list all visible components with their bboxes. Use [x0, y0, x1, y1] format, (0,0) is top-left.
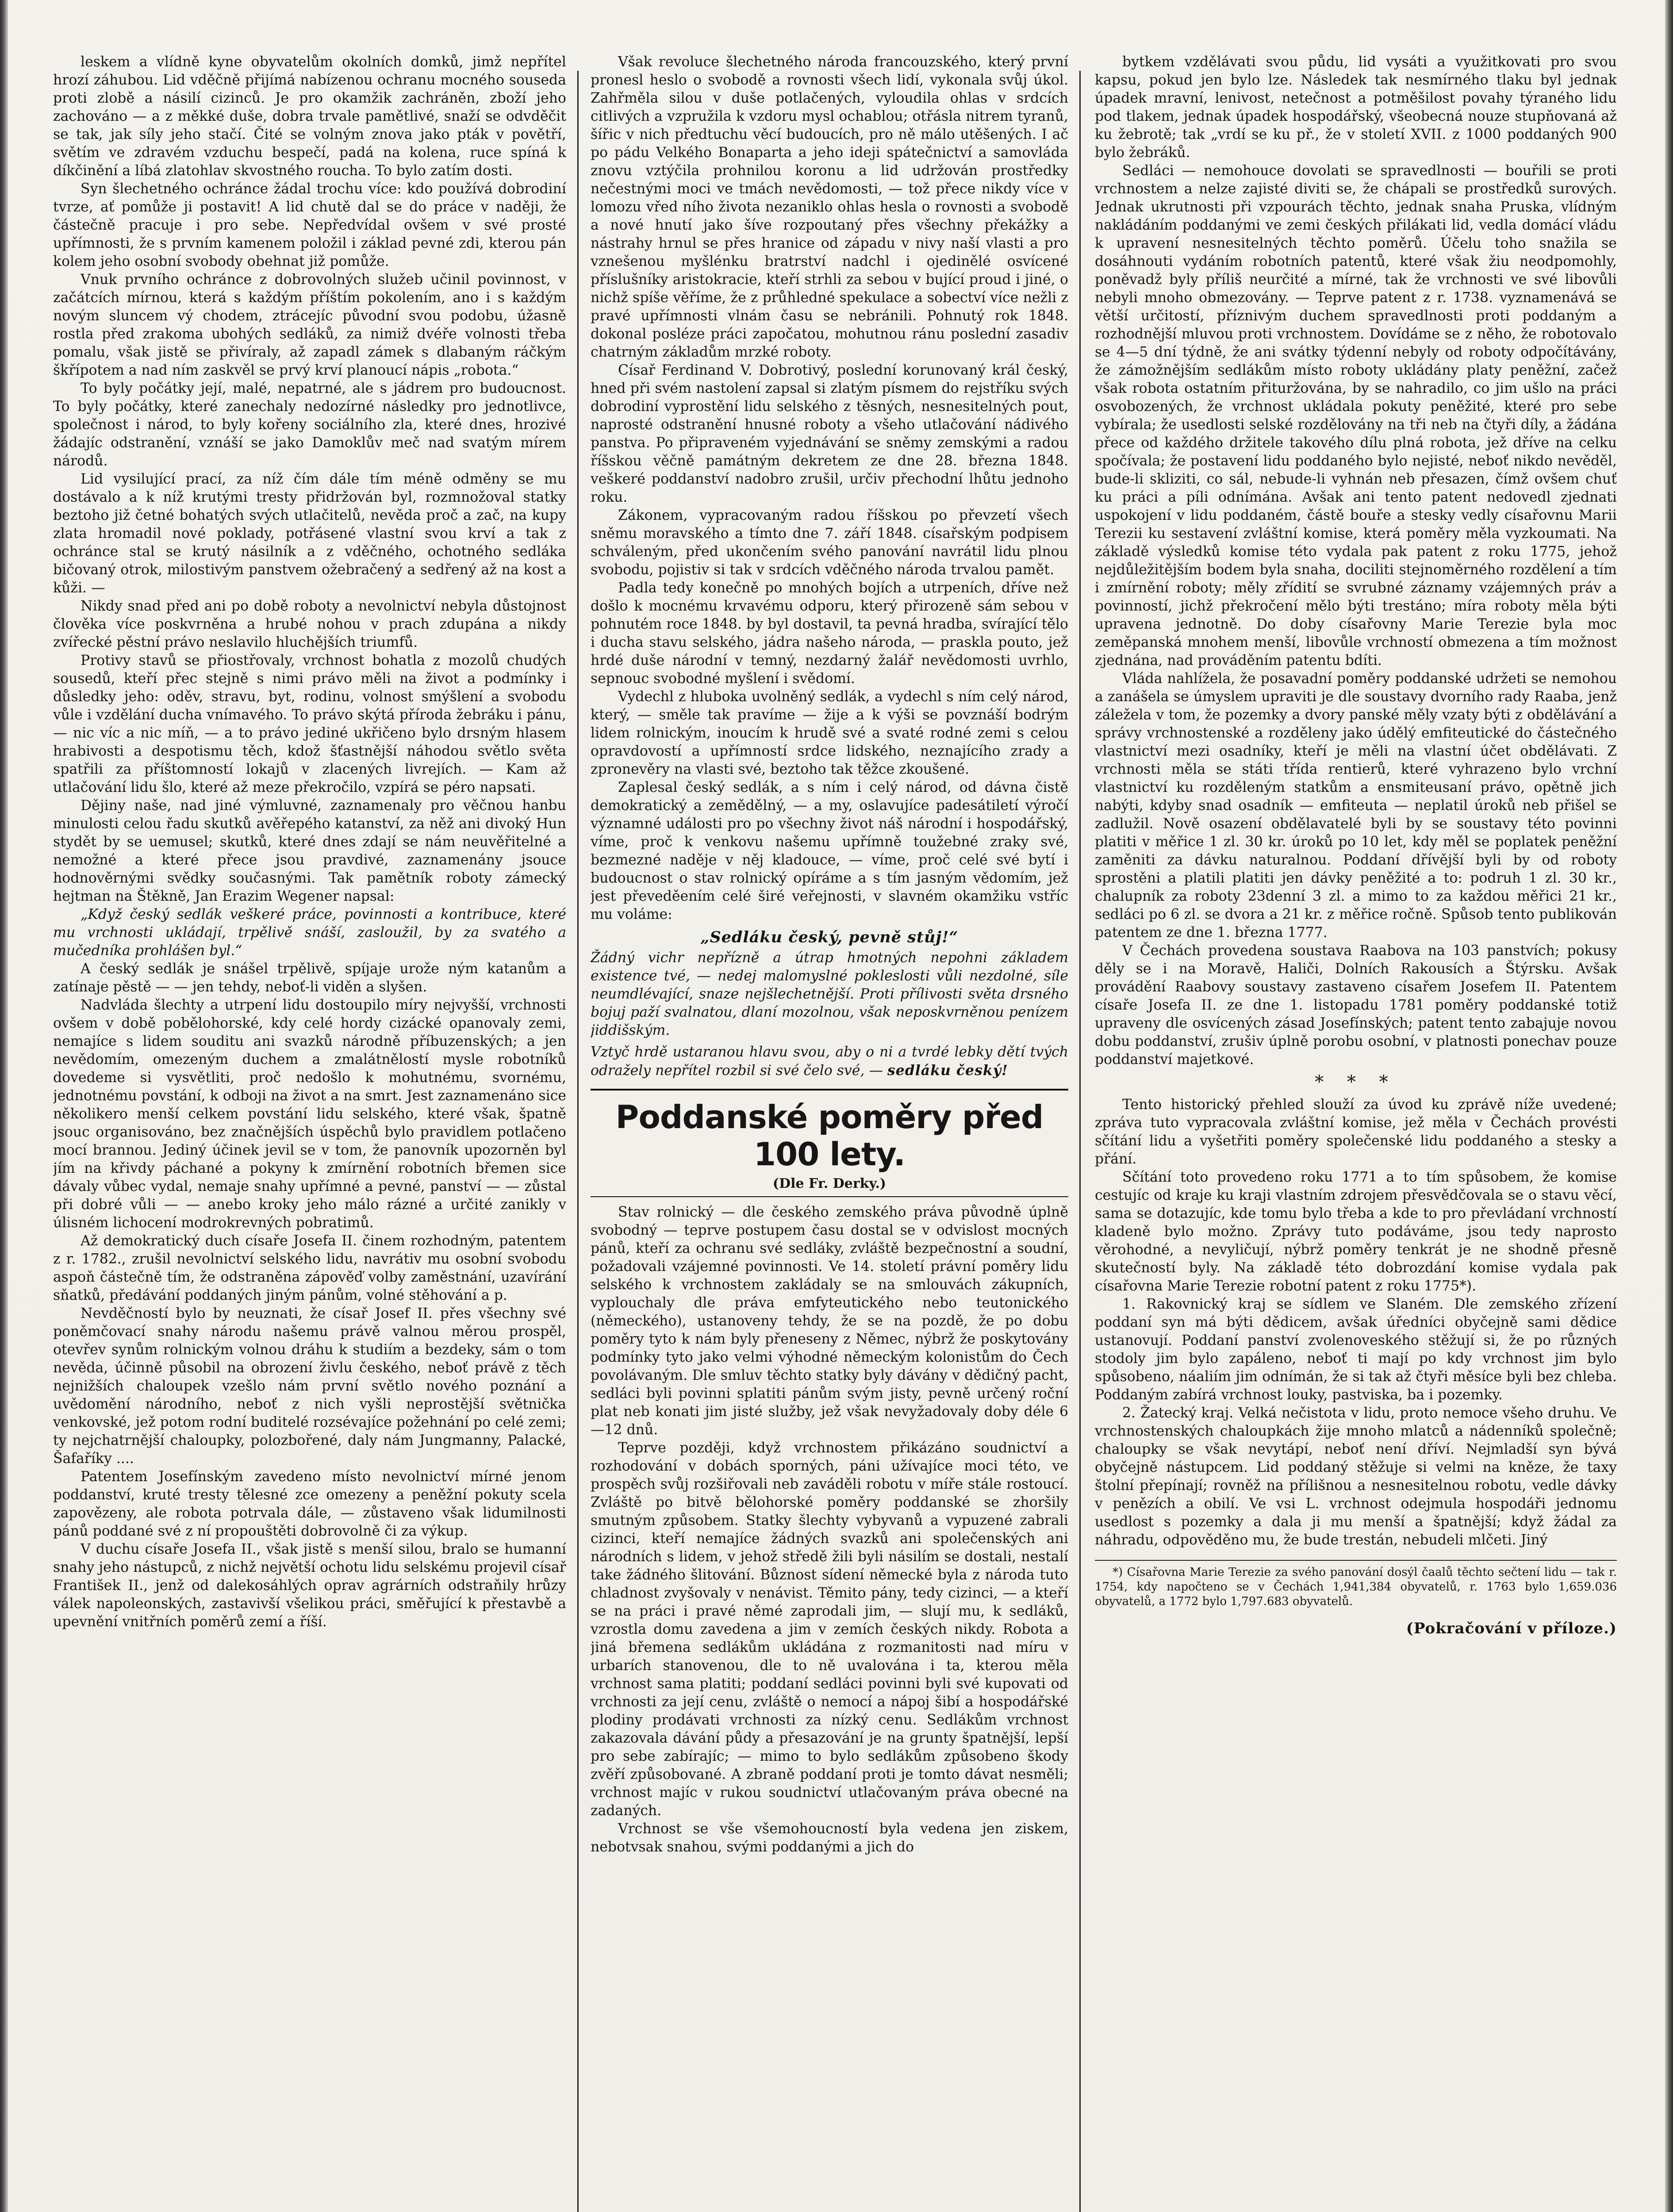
paragraph: Protivy stavů se přiostřovaly, vrchnost bohatla z mozolů chudých sousedů, kteří přec stejně s nimi právo měli na život a podmínky i důsledky jeho: oděv, stravu, byt, rodinu, volnost smýšlení a svobodu vůle i vzdělání ducha vnímavého. To právo skýtá příroda žebráku i pánu, — nic víc a nic míň, — a to právo jediné ukřičeno bylo drsným hlasem hrabivosti a despotismu těch, kdož šťastnější náhodou světlo světa spatřili za příštomností lokajů v zlacených livrejích. — Kam až utlačování lidu šlo, které až meze překročilo, vzpírá se péro napsati. — [53, 653, 566, 795]
paragraph: Patentem Josefínským zavedeno místo nevolnictví mírné jenom poddanství, kruté tresty tělesné zce omezeny a peněžní pokuty scela zapovězeny, ale robota potrvala dále, — zůstaveno však lidumilnosti pánů poddané své z ní propouštěti dobrovolně či za výkup. — [53, 1469, 566, 1539]
wegener-quote: „Když český sedlák veškeré práce, povinnosti a kontribuce, které mu vrchnosti ukládají, trpělivě snáší, zasloužil, by za svatého a mučedníka prohlášen byl.“ — [53, 906, 566, 959]
paragraph: V Čechách provedena soustava Raabova na 103 panstvích; pokusy děly se i na Moravě, Haliči, Dolních Rakousích a Štýrsku. Avšak provádění Raabovy soustavy zastaveno císařem Josefem II. Patentem císaře Josefa II. ze dne 1. listopadu 1781 poměry poddanské totiž upraveny dle osvícených zásad Josefínských; patent tento zabajuje novou dobu poddanství, zrušiv úplně porobu osobní, v platnosti ponechav pouze poddanství majetkové. — [1095, 943, 1617, 1068]
paragraph: Stav rolnický — dle českého zemského práva původně úplně svobodný — teprve postupem času dostal se v odvislost mocných pánů, kteří za ochranu své sedláky, zvláště bezpečnostní a soudní, požadovali vzájemné povinnosti. Ve 14. století právní poměry lidu selského k vrchnostem zakládaly se na smlouvách zákupních, vyplouchaly dle práva emfyteutického nebo teutonického (německého), ustanoveny tehdy, že se na pozdě, že po dobu poměry tyto k nám byly přeneseny z Němec, nýbrž že poskytovány podmínky tyto jako velmi výhodné německým kolonistům do Čech povolávaným. Dle smluv těchto statky byly dávány v dědičný pacht, sedláci byli povinni splatiti pánům svým jisty, pevně určený roční plat neb konati jim jisté služby, jež však nevyžadovaly doby déle 6—12 dnů. — [591, 1204, 1068, 1438]
paragraph: Sedláci — nemohouce dovolati se spravedlnosti — bouřili se proti vrchnostem a nelze zajisté diviti se, že chápali se prostředků surových. Jednak ukrutnosti při vzpourách těchto, jednak snaha Pruska, vlídným nakládáním poddanými ve zemi českých přilákati lid, vedla domácí vládu k upravení nesnesitelných těchto poměrů. Účelu toho snažila se dosáhnouti vydáním robotních patentů, které však žiu neodpomohly, poněvadž byly příliš neurčité a mírné, tak že vrchnosti ve své libovůli nebyli mnoho obmezovány. — Teprve patent z r. 1738. vyznamenává se větší určitostí, příznivým duchem spravedlnosti proti poddaným a rozhodnější mluvou proti vrchnostem. Dovídáme se z něho, že robotovalo se 4—5 dní týdně, že ani svátky týdenní nebyly od roboty odpočítávány, že zámožnějším sedlákům místo roboty ukládány platy peněžní, začež však robota ostatním přituržována, by se nahradilo, co jim ušlo na práci osvobozených, že vrchnost ukládala pokuty peněžité, které pro sebe vybírala; že usedlosti selské rozdělovány na tři neb na čtyři díly, a žádána přece od každého držitele takového dílu plná robota, jež dříve na celku spočívala; že postavení lidu poddaného bylo nejisté, neboť nikdo nevěděl, bude-li skliziti, co sál, nebude-li vyhnán neb přesazen, čímž ovšem chuť ku práci a píli odnímána. Avšak ani tento patent nedovedl zjednati uspokojení v lidu poddaném, částě bouře a stesky vedly císařovnu Marii Terezii ku sestavení zvláštní komise, která poměry měla vyzkoumati. Na základě výsledků komise této vydala pak patent z roku 1775, jehož nejdůležitějším bodem byla snaha, dociliti stejnoměrného rozdělení a tím i zmírnění roboty; měly zřídití se svrubné záznamy vzájemných práv a povinností, jichž překročení mělo býti trestáno; míra roboty měla býti upravena jednotně. Do doby císařovny Marie Terezie byla moc zeměpanská mnohem menší, libovůle vrchností obmezena a tím možnost zjednána, nad prováděním patentu bdíti. — [1095, 163, 1617, 668]
article-heading-box — [591, 1089, 1068, 1197]
paragraph: bytkem vzdělávati svou půdu, lid vysáti a využitkovati pro svou kapsu, pokud jen bylo lze. Následek tak nesmírného tlaku byl jednak úpadek mravní, lenivost, netečnost a potměšilost povahy týraného lidu pod tlakem, jednak úpadek hospodářský, všeobecná nouze stupňovaná až ku žebrotě; tak „vrdí se ku př., že v století XVII. z 1000 poddaných 900 bylo žebráků. — [1095, 54, 1617, 161]
paragraph: Císař Ferdinand V. Dobrotivý, poslední korunovaný král český, hned při svém nastolení zapsal si zlatým písmem do rejstříku svých dobrodiní vyprostění lidu selského z těsných, nesnesitelných pout, naprosté odstranění hnusné roboty a všeho utlačování nádivého panstva. Po připraveném vyjednávání se sněmy zemskými a radou říšskou věčně památným dekretem ze dne 28. března 1848. veškeré poddanství nadobro zrušil, určiv přechodní lhůtu jednoho roku. — [591, 362, 1068, 505]
paragraph: Tento historický přehled slouží za úvod ku zprávě níže uvedené; zpráva tuto vypracovala zvláštní komise, jež měla v Čechách provésti sčítání lidu a vyšetřiti poměry společenské lidu poddaného a stesky a přání. — [1095, 1097, 1617, 1167]
paragraph: Nikdy snad před ani po době roboty a nevolnictví nebyla důstojnost člověka více poskvrněna a hrubé nohou v prach zdupána a nikdy zvířecké pěstní právo neslavilo hluchějších triumfů. — [53, 598, 566, 650]
scan-edge-right — [1665, 0, 1673, 2212]
paragraph: A český sedlák je snášel trpělivě, spíjaje urože ným katanům a zatínaje pěstě — — jen tehdy, neboť-li viděn a slyšen. — [53, 961, 566, 995]
paragraph: Zaplesal český sedlák, a s ním i celý národ, od dávna čistě demokratický a zemědělný, — a my, oslavujíce padesátiletí výročí významné události pro po všechny život náš národní i hospodářský, víme, proč k venkovu našemu upřímně toužebné zraky své, bezmezné naděje v něj kladouce, — víme, proč celé své bytí i budoucnost o stav rolnický opíráme a s tím jasným vědomím, jež jest převeděením celé širé veřejnosti, v slavném okamžiku vstříc mu voláme: — [591, 780, 1068, 922]
paragraph: 2. Žatecký kraj. Velká nečistota v lidu, proto nemoce všeho druhu. Ve vrchnostenských chaloupkách žije mnoho mlatců a nádenníků společně; chaloupky se však nevytápí, neboť není dříví. Nejmladší syn bývá obyčejně nástupcem. Lid poddaný stěžuje si velmi na kněze, že taxy štolní přepínají; rovněž na přílišnou a nesnesitelnou robotu, vedle dávky v penězích a obilí. Ve vsi L. vrchnost odejmula hospodáři jednomu usedlost s pozemky a dala ji mu menší a špatnější; když žádal za náhradu, odpověděno mu, že bude trestán, nebudeli mlčeti. Jiný — [1095, 1405, 1617, 1548]
paragraph: Syn šlechetného ochránce žádal trochu více: kdo používá dobrodiní tvrze, ať pomůže ji postavit! A lid chutě dal se do práce v naději, že částečně pracuje i pro sebe. Nepředvídal ovšem v své prosté upřímnosti, že s prvním kamenem položil i základ pevné zdi, kterou pán kolem jeho osobní svobody obehnat již pomůže. — [53, 181, 566, 269]
column-rule-right — [1079, 71, 1081, 2212]
column-middle — [591, 53, 1068, 2212]
column-right — [1095, 53, 1617, 2212]
paragraph: V duchu císaře Josefa II., však jistě s menší silou, bralo se humanní snahy jeho nástupců, z nichž největší ochotu lidu selskému projevil císař František II., jenž od dalekosáhlých oprav agrárních odstraňily hrůzy válek napoleonských, zastavivší všelikou práci, směřující k přestavbě a upevnění vnitřních poměrů zemí a říší. — [53, 1541, 566, 1630]
column-rule-left — [577, 71, 579, 2212]
continued-notice: (Pokračování v příloze.) — [1406, 1620, 1617, 1637]
footnote: *) Císařovna Marie Terezie za svého panování dosýl čaalů těchto sečtení lidu — tak r. 1754, kdy napočteno se v Čechách 1,941,384 obyvatelů, r. 1763 bylo 1,659.036 obyvatelů, a 1772 bylo 1,797.683 obyvatelů. — [1095, 1560, 1617, 1609]
section-separator: * * * — [1315, 1072, 1397, 1092]
article-source: (Dle Fr. Derky.) — [772, 1176, 886, 1191]
appeal-text: Žádný vichr nepřízně a útrap hmotných nepohni základem existence tvé, — nedej malomyslné pokleslosti vůli nezdolné, síle neumdlévající, snaze nejšlechetnější. Proti přílivosti světa drsného bojuj paží svalnatou, dlaní mozolnou, však neposkvrněnou penízem jiddišským. — [591, 950, 1068, 1038]
article-heading: Poddanské poměry před 100 lety. — [615, 1098, 1044, 1173]
paragraph: Lid vysilující prací, za níž čím dále tím méně odměny se mu dostávalo a k níž krutými tresty přidržován byl, rozmnožoval statky beztoho již četné bohatých svých utlačitelů, nevěda proč a zač, na kupy zlata hromadil nové poklady, potřásené vlastní svou krví a tak z ochránce stal se krutý násilník a z vděčného, ochotného sedláka bičovaný otrok, milostivým panstvem ožebračený a sedřený až na kost a kůži. — — [53, 471, 566, 596]
paragraph: To byly počátky její, malé, nepatrné, ale s jádrem pro budoucnost. To byly počátky, které zanechaly nedozírné následky pro jednotlivce, společnost i národ, to byly kořeny sociálního zla, které dnes, hrozivé žádajíc odstranění, vznáší se jako Damoklův meč nad svatým mírem národů. — [53, 380, 566, 469]
appeal-title: „Sedláku český, pevně stůj!“ — [700, 928, 959, 946]
paragraph: leskem a vlídně kyne obyvatelům okolních domků, jimž nepřítel hrozí záhubou. Lid vděčně přijímá nabízenou ochranu mocného souseda proti zlobě a násilí cizinců. Je pro okamžik zachráněn, zboží jeho zachováno — a z měkké duše, dobra trvale pamětlivé, snaží se odvděčit se tak, jak síly jeho stačí. Čité se volným znova jako pták v povětří, světím ve zdravém vzduchu bespečí, padá na kolena, ruce spíná k díkčinění a líbá zlatohlav skvostného roucha. To bylo zatím dosti. — [53, 54, 566, 179]
scan-edge-left — [0, 0, 8, 2212]
paragraph: Vydechl z hluboka uvolněný sedlák, a vydechl s ním celý národ, který, — směle tak pravíme — žije a k výši se povznáší bodrým lidem rolnickým, inoucím k hrudě své a svaté rodné zemi s celou opravdovostí a upřímností srdce lidského, neznajícího zrady a zpronevěry na vlasti své, beztoho tak těžce zkoušené. — [591, 689, 1068, 777]
paragraph: Nadvláda šlechty a utrpení lidu dostoupilo míry nejvyšší, vrchnosti ovšem v době pobělohorské, kdy celé hordy cizácké opanovaly zemi, nemajíce s lidem souditu ani svazků národně příbuzenských; a jen nevědomím, omezeným duchem a zmalátnělostí mysle robotníků dovedeme si vysvětliti, proč nedošlo k mohutnému, svornému, jednotnému povstání, k odboji na život a na smrt. Jest zaznamenáno sice několikero menší celkem povstání lidu selského, které však, špatně jsouc organisováno, bez značnějších úspěchů bylo pravidlem potlačeno mocí brannou. Jediný účinek jevil se v tom, že panovník upozorněn byl jím na křivdy páchané a pokyny k zmírnění robotních břemen sice dávaly vůbec vydal, nemaje snahy upřímné a pevné, panství — — zůstal při dobré vůli — — anebo kroky jeho málo rázné a určité zanikly v úlisném lichocení modrokrevných pobratimů. — [53, 997, 566, 1231]
paragraph: Vnuk prvního ochránce z dobrovolných služeb učinil povinnost, v začátcích mírnou, která s každým příštím pokolením, ano i s každým novým sluncem vý chodem, ztrácejíc původní svou podobu, úžasně rostla před zrakoma ubohých sedláků, za nimiž dvéře volnosti třeba pomalu, však jistě se přivíraly, až zapadl zámek s dlabaným ráčkým škřípotem a nad ním zaskvěl se prvý krví planoucí nápis „robota.“ — [53, 272, 566, 378]
closing-emphasis: sedláku český! — [887, 1062, 1008, 1079]
paragraph: Vláda nahlížela, že posavadní poměry poddanské udržeti se nemohou a zanášela se úmyslem upraviti je dle soustavy dvorního rady Raaba, jenž záležela v tom, že pozemky a dvory panské měly vzaty býti z obdělávání a správy vrchnostenské a rozděleny jako údělý emfiteutické do částečného vlastnictví mezi osadníky, kteří je měli na vlastní účet obdělávati. Z vrchnosti měla se státi třída rentierů, které vyhrazeno bylo vrchní vlastnictví ku rozděleným statkům a ensmiteusaní právo, opětně jich nabýti, kdyby snad osadník — emfiteuta — neplatil úroků neb přišel se zadlužil. Nově osazení obdělavatelé byli by se soustavy této povinni platiti v měřice 1 zl. 30 kr. úroků po 10 let, kdy měl se poplatek peněžní zaměniti za dávku naturalnou. Poddaní dřívější byli by od roboty sprostěni a platili platiti jen dávky peněžité a to: podruh 1 zl. 30 kr., chalupník za roboty 23denní 3 zl. a mimo to za každou měřici 21 kr., sedláci po 6 zl. se dvora a 21 kr. z měřice ročně. Spůsob tento publikován patentem ze dne 1. března 1777. — [1095, 671, 1617, 941]
paragraph: Však revoluce šlechetného národa francouzského, který první pronesl heslo o svobodě a rovnosti všech lidí, vykonala svůj úkol. Zahřměla silou v duše potlačených, vyloudila ohlas v srdcích citlivých a vzpružila k vzdoru mysl ochablou; otřásla nitrem tyranů, šířic v nich předtuchu věcí budoucích, pro ně málo utěšených. I ač po pádu Velkého Bonaparta a jeho ideji spátečnictví a samovláda znovu vztýčila prohnilou koronu a lid udržován prostředky nečestnými moci ve tmách nevědomosti, — tož přece nikdy více v lomozu vřed ního života nezaniklo ohlas hesla o rovnosti a svobodě a nové hnutí jako šíve rozpoutaný přes všechny překážky a nástrahy hrnul se přes hranice od západu v nivy naší vlasti a pro vznešenou myšlénku bratrství nadchl i ojedinělé osvícené příslušníky aristokracie, kteří strhli za sebou v bující proud i jiné, o nichž spíše věříme, že z průhledné spekulace a sobectví více nežli z pravé upřímnosti vlnám času se nebránili. Pohnutý rok 1848. dokonal posléze práci započatou, mohutnou ránu poslední zasadiv chatrným základům mrzké roboty. — [591, 54, 1068, 360]
closing-text: Vztyč hrdě ustaranou hlavu svou, aby o ni a tvrdé lebky dětí tvých odražely nepřítel rozbil si své čelo své, — — [591, 1044, 1068, 1079]
paragraph: Dějiny naše, nad jiné výmluvné, zaznamenaly pro věčnou hanbu minulosti celou řadu skutků avěřepého katanství, za něž ani divoký Hun stydět by se uemusel; skutků, které dnes zdají se nám neuvěřitelné a nemožné a které přece jsou pravdivé, zaznamenány jsouce hodnověrnými svědky současnými. Tak pamětník roboty zámecký hejtman na Štěkně, Jan Erazim Wegener napsal: — [53, 798, 566, 904]
paragraph: 1. Rakovnický kraj se sídlem ve Slaném. Dle zemského zřízení poddaní syn má býti dědicem, avšak úředníci obyčejně sami dědice ustanovují. Poddaní panství zvolenoveského stěžují si, že po různých stodoly jim bylo zapáleno, neboť ti mají po kdy vrchnost jim bylo spůsobeno, náaliím jim odnímán, že si tak až čtyři měsíce byli bez chleba. Poddaným zabírá vrchnost louky, pastviska, ba i pozemky. — [1095, 1296, 1617, 1403]
appeal-closing — [591, 1043, 1068, 1080]
paragraph: Sčítání toto provedeno roku 1771 a to tím spůsobem, že komise cestujíc od kraje ku kraji vlastním zdrojem přesvědčovala se o stavu věcí, sama se dotazujíc, kde tomu bylo třeba a kde to pro převládaní vrchností kladeně bylo možno. Zprávy tuto podáváme, jsou tedy naprosto věrohodné, a nevyličují, nýbrž poměry tenkrát je ne shodně přesně skutečností byly. Na základě této dobrozdání komise vydala pak císařovna Marie Terezie robotní patent z roku 1775*). — [1095, 1169, 1617, 1294]
paragraph: Zákonem, vypracovaným radou říšskou po převzetí všech sněmu moravského a tímto dne 7. září 1848. císařským podpisem schváleným, před ukončením svého panování navrátil lidu plnou svobodu, pojistiv si tak v srdcích vděčného národa trvalou pamět. — [591, 507, 1068, 578]
column-left — [53, 53, 566, 2212]
paragraph: Teprve později, když vrchnostem přikázáno soudnictví a rozhodování v dobách sporných, páni užívajíce moci této, ve prospěch svůj rozšiřovali neb zaváděli robotu v míře stále rostoucí. Zvláště po bitvě bělohorské poměry poddanské se zhoršily smutným způsobem. Statky šlechty vybyvanů a vypuzené zabrali cizinci, kteří nemajíce žádných svazků ani společenských ani národních s lidem, v jehož středě žili byli násilím se dostali, nestalí take žádného šlitování. Bůznost sídení německé byla z národa tuto chladnost zvyšovaly v nenávist. Těmito pány, tedy cizinci, — a kteří se na práci i pravé němé zaprodali jim, — slují mu, k sedláků, vzrostla domu zavedena a jim v zemích českých nikdy. Robota a jiná břemena sedlákům ukládána z rozmanitosti nad míru v urbarích stanovenou, dle to ně uvalována i ta, kterou měla vrchnost sama platiti; poddaní sedláci povinni byli své kupovati od vrchnosti za její cenu, zvláště o nemocí a nápoj šibí a hospodářské plodiny prodávati vrchnosti za nízký cenu. Sedlákům vrchnost zakazovala dávání půdy a přesazování je na grunty špatnější, lepší pro sebe zabírajíc; — mimo to bylo sedlákům způsobeno škody zvěří způsobované. A zbraně poddaní proti je tomto dávat nesměli; vrchnost majíc v rukou soudnictví utlačovaným práva obecné na zadaných. — [591, 1440, 1068, 1819]
paragraph: Až demokratický duch císaře Josefa II. činem rozhodným, patentem z r. 1782., zrušil nevolnictví selského lidu, navrátiv mu osobní svobodu aspoň částečně tím, že odstraněna zápověď volby zaměstnání, uzavírání sňatků, předávání poddaných jiným pánům, volné stěhování a p. — [53, 1233, 566, 1303]
appeal-quote — [591, 928, 1068, 1040]
paragraph: Vrchnost se vše všemohoucností byla vedena jen ziskem, nebotvsak snahou, svými poddanými a jich do — [591, 1821, 1068, 1855]
paragraph: Padla tedy konečně po mnohých bojích a utrpeních, dříve než došlo k mocnému krvavému odporu, který přirozeně sám sebou v pohnutém roce 1848. by byl dostavil, ta pevná hradba, svírající tělo i ducha stavu selského, jádra našeho národa, — praskla pouto, jež hrdé duše národní v temný, nezdarný žalář nevědomosti uvrhlo, sepnouc svobodné myšlení i svědomí. — [591, 580, 1068, 687]
paragraph: Nevděčností bylo by neuznati, že císař Josef II. přes všechny své poněmčovací snahy národu našemu právě valnou měrou prospěl, otevřev synům rolnickým volnou dráhu k studiím a bezdeky, sám o tom nevěda, účinně působil na obrození živlu českého, neboť právě z těch nejnižších chaloupek vzešlo nám první světlo nového poznání a uvědomění národního, neboť z nich vyšli neprostější světnička venkovské, jež potom rodní buditelé rozsévajíce požehnání po celé zemi; ty nejchatrnější chaloupky, polozbořené, daly nám Jungmanny, Palacké, Šafaříky .... — [53, 1306, 566, 1467]
